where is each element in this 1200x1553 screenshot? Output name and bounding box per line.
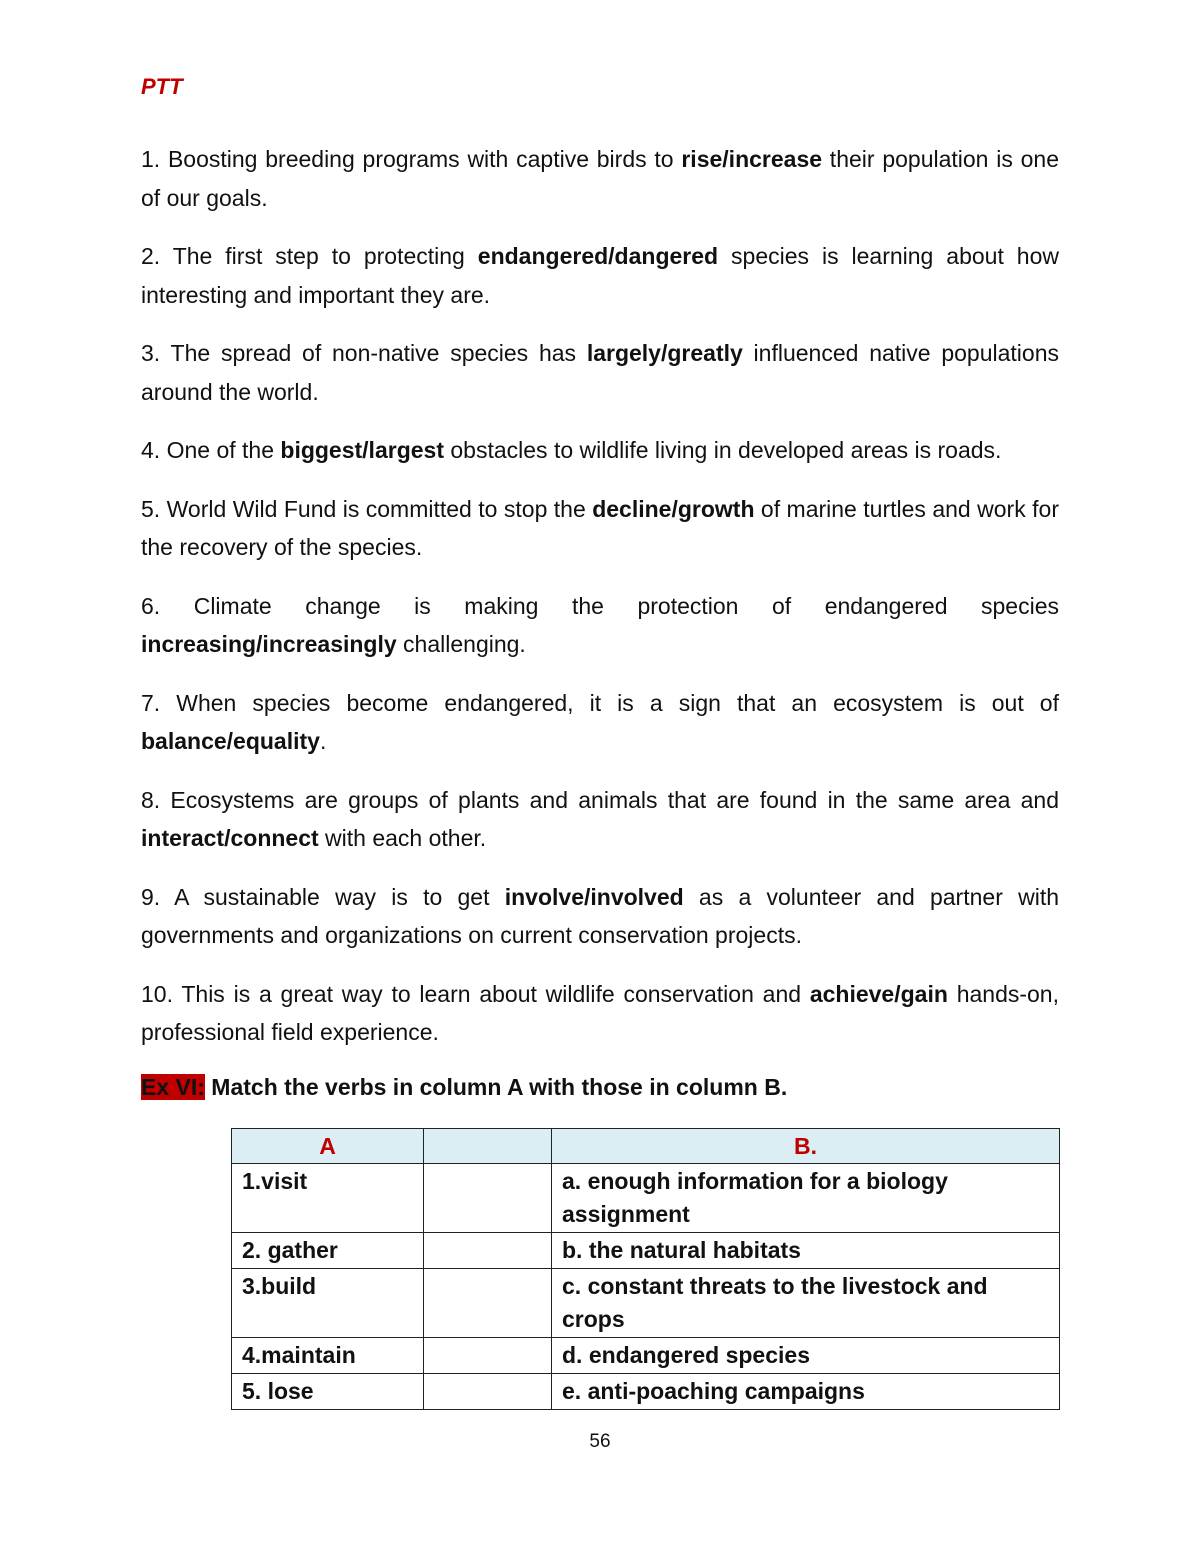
question-number: 2. (141, 243, 161, 269)
question-number: 9. (141, 883, 161, 910)
answer-column-header (424, 1129, 552, 1164)
phrase-cell: d. endangered species (552, 1338, 1060, 1374)
answer-cell (424, 1233, 552, 1269)
question-text-after: . (319, 728, 327, 754)
question-text-after: hands-on, professional field experience. (141, 980, 1059, 1045)
column-b-header: B. (552, 1129, 1060, 1164)
question-text-after: as a volunteer and partner with governments and organizations on current conservation projects. (141, 883, 1059, 948)
question-text-after: their population is one of our goals. (141, 146, 1059, 211)
question-choice: interact/connect (141, 825, 319, 851)
question-number: 3. (141, 340, 161, 366)
question-text-before: The first step to protecting (160, 243, 478, 269)
question-text-before: Boosting breeding programs with captive birds to (160, 146, 682, 172)
table-header-row (232, 1129, 1060, 1164)
question-choice: biggest/largest (280, 437, 444, 463)
page-header-label: PTT (141, 74, 183, 99)
answer-cell (424, 1164, 552, 1233)
answer-cell (424, 1269, 552, 1338)
question-item (141, 587, 1059, 664)
question-text-before: The spread of non-native species has (160, 340, 587, 366)
question-item (141, 237, 1059, 314)
table-row (232, 1233, 1060, 1269)
table-row (232, 1269, 1060, 1338)
question-choice: balance/equality (141, 728, 320, 754)
verb-cell: 4.maintain (232, 1338, 424, 1374)
question-text-after: influenced native populations around the world. (141, 340, 1059, 405)
question-number: 8. (141, 786, 161, 813)
question-text-after: species is learning about how interesting and important they are. (141, 243, 1059, 308)
question-number: 7. (141, 689, 161, 716)
question-number: 10. (141, 980, 173, 1007)
question-item (141, 490, 1059, 567)
phrase-cell: a. enough information for a biology assignment (552, 1164, 1060, 1233)
question-item (141, 684, 1059, 761)
verb-cell: 3.build (232, 1269, 424, 1338)
question-number: 6. (141, 592, 161, 619)
exercise-heading (141, 1071, 1059, 1103)
table-row (232, 1338, 1060, 1374)
column-a-header: A (232, 1129, 424, 1164)
question-number: 5. (141, 495, 161, 522)
table-row (232, 1164, 1060, 1233)
question-text-after: obstacles to wildlife living in developed areas is roads. (444, 437, 1002, 463)
question-number: 1. (141, 146, 161, 172)
verb-cell: 5. lose (232, 1374, 424, 1410)
question-choice: decline/growth (592, 495, 755, 522)
phrase-cell: e. anti-poaching campaigns (552, 1374, 1060, 1410)
exercise-label: Ex VI: (141, 1074, 205, 1100)
question-item (141, 140, 1059, 217)
question-text-after: with each other. (318, 825, 487, 851)
question-text-before: Climate change is making the protection of endangered species (160, 592, 1059, 619)
table-row (232, 1374, 1060, 1410)
question-item (141, 975, 1059, 1052)
question-item (141, 334, 1059, 411)
phrase-cell: b. the natural habitats (552, 1233, 1060, 1269)
exercise-instruction: Match the verbs in column A with those in column B. (204, 1074, 788, 1100)
question-choice: achieve/gain (809, 980, 948, 1007)
question-choice: endangered/dangered (477, 243, 719, 269)
question-choice: increasing/increasingly (141, 631, 397, 657)
question-text-before: One of the (160, 437, 281, 463)
question-text-after: of marine turtles and work for the recovery of the species. (141, 495, 1059, 560)
matching-table (231, 1128, 1060, 1410)
question-text-before: Ecosystems are groups of plants and animals that are found in the same area and (160, 786, 1059, 813)
question-item (141, 878, 1059, 955)
answer-cell (424, 1374, 552, 1410)
question-list (141, 140, 1059, 1072)
question-text-after: challenging. (396, 631, 526, 657)
question-number: 4. (141, 437, 161, 463)
question-choice: largely/greatly (586, 340, 743, 366)
question-text-before: World Wild Fund is committed to stop the (160, 495, 593, 522)
question-text-before: When species become endangered, it is a sign that an ecosystem is out of (160, 689, 1059, 716)
page-number: 56 (589, 1431, 611, 1452)
verb-cell: 2. gather (232, 1233, 424, 1269)
question-item (141, 781, 1059, 858)
question-item (141, 431, 1059, 470)
question-text-before: This is a great way to learn about wildlife conservation and (172, 980, 810, 1007)
answer-cell (424, 1338, 552, 1374)
phrase-cell: c. constant threats to the livestock and crops (552, 1269, 1060, 1338)
question-text-before: A sustainable way is to get (160, 883, 505, 910)
question-choice: involve/involved (504, 883, 684, 910)
verb-cell: 1.visit (232, 1164, 424, 1233)
question-choice: rise/increase (681, 146, 823, 172)
